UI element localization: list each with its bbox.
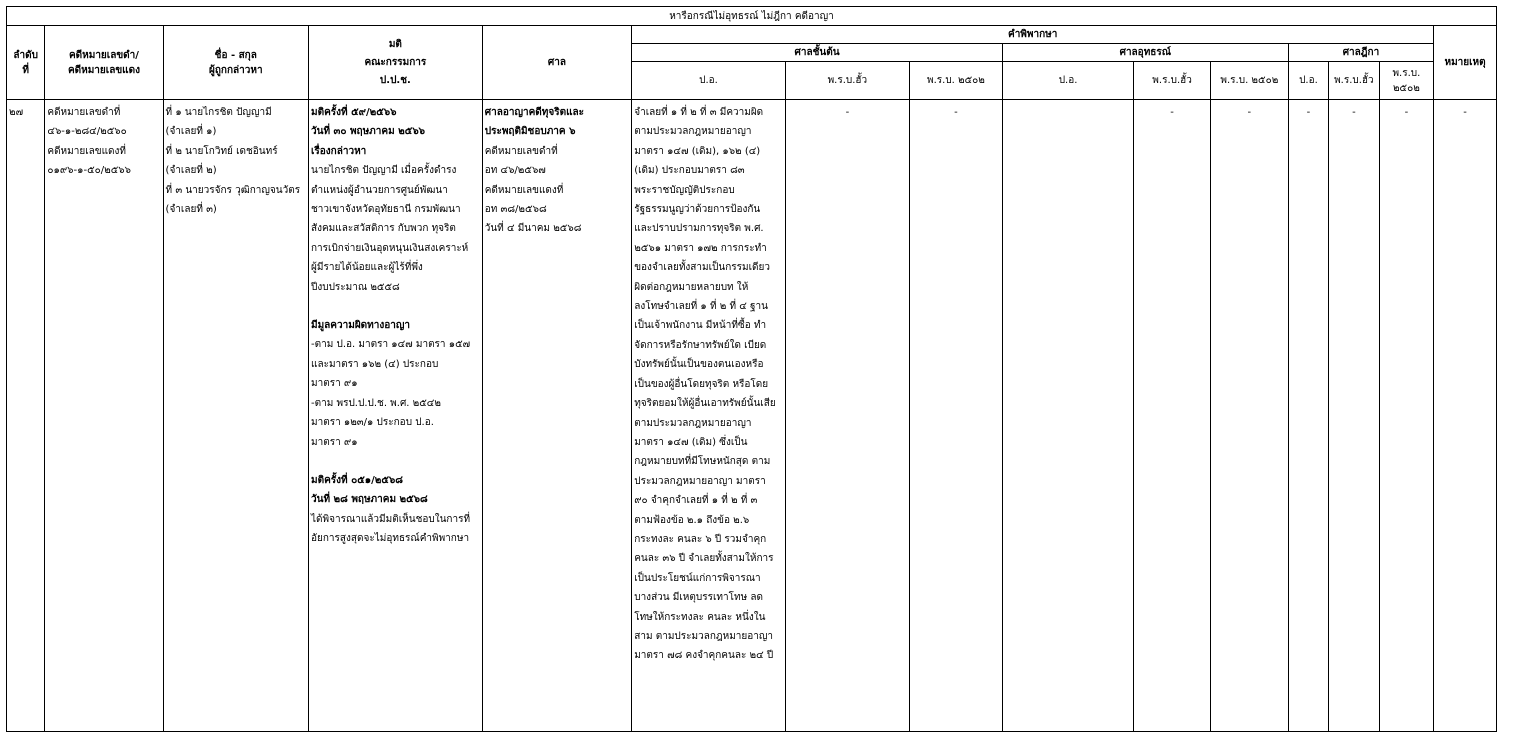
judgment-line: พระราชบัญญัติประกอบ	[634, 184, 735, 196]
header-appeal-hua: พ.ร.บ.ฮั้ว	[1134, 62, 1211, 100]
judgment-line: และปราบปรามการทุจริต พ.ศ.	[634, 223, 764, 235]
header-no: ลำดับ ที่	[7, 26, 45, 100]
judgment-line: จำเลยที่ ๑ ที่ ๒ ที่ ๓ มีความผิด	[634, 107, 764, 118]
resolution-line: -ตาม ป.อ. มาตรา ๑๔๗ มาตรา ๑๕๗	[311, 339, 471, 351]
court-line: คดีหมายเลขดำที่	[484, 145, 558, 157]
row-name	[163, 100, 308, 732]
judgment-line: มาตรา ๑๔๗ (เดิม) ซึ่งเป็น	[634, 436, 748, 448]
judgment-line: (เดิม) ประกอบมาตรา ๘๓	[634, 165, 745, 177]
judgment-line: ตามฟ้องข้อ ๒.๑ ถึงข้อ ๒.๖	[634, 514, 750, 526]
header-supreme-po: ป.อ.	[1288, 62, 1328, 100]
judgment-line: บางส่วน มีเหตุบรรเทาโทษ ลด	[634, 592, 763, 604]
resolution-line: มติครั้งที่ ๐๕๑/๒๕๖๘	[311, 474, 403, 486]
judgment-line: ของจำเลยทั้งสามเป็นกรรมเดียว	[634, 262, 770, 274]
header-first-hua: พ.ร.บ.ฮั้ว	[785, 62, 909, 100]
name-line: ที่ ๓ นายวรจักร วุฒิกาญจนวัตร	[165, 184, 301, 196]
resolution-line: ชาวเขาจังหวัดอุทัยธานี กรมพัฒนา	[311, 204, 461, 216]
header-supreme-court: ศาลฎีกา	[1288, 44, 1433, 62]
judgment-line: ลงโทษจำเลยที่ ๑ ที่ ๒ ที่ ๔ ฐาน	[634, 301, 768, 313]
row-case	[45, 100, 163, 732]
resolution-line: และมาตรา ๑๖๒ (๔) ประกอบ	[311, 358, 439, 370]
resolution-line: อัยการสูงสุดจะไม่อุทธรณ์คำพิพากษา	[311, 533, 470, 545]
judgment-line: ๒๕๖๑ มาตรา ๑๗๒ การกระทำ	[634, 242, 767, 254]
resolution-line: มาตรา ๙๑	[311, 436, 358, 448]
resolution-line: มีมูลความผิดทางอาญา	[311, 320, 411, 332]
case-line: ๐๑๙๖-๑-๕๐/๒๕๖๖	[47, 165, 131, 177]
judgment-line: ผิดต่อกฎหมายหลายบท ให้	[634, 281, 749, 293]
header-first-po: ป.อ.	[632, 62, 786, 100]
judgment-line: ตามประมวลกฎหมายอาญา	[634, 417, 752, 429]
judgment-line: รัฐธรรมนูญว่าด้วยการป้องกัน	[634, 204, 761, 216]
header-resolution: มติ คณะกรรมการ ป.ป.ช.	[309, 26, 483, 100]
resolution-line: ตำแหน่งผู้อำนวยการศูนย์พัฒนา	[311, 184, 448, 196]
name-line: (จำเลยที่ ๑)	[165, 126, 217, 138]
resolution-line	[311, 297, 480, 316]
name-line: ที่ ๑ นายไกรชิต ปัญญามี	[165, 107, 272, 118]
resolution-line: เรื่องกล่าวหา	[311, 145, 367, 157]
header-case: คดีหมายเลขดำ/ คดีหมายเลขแดง	[45, 26, 163, 100]
row-court	[482, 100, 631, 732]
judgment-line: ๙๐ จำคุกจำเลยที่ ๑ ที่ ๒ ที่ ๓	[634, 495, 758, 507]
row-first-2502	[1002, 100, 1133, 732]
header-appeal-court: ศาลอุทธรณ์	[1002, 44, 1288, 62]
court-line: ศาลอาญาคดีทุจริตและ	[484, 107, 585, 118]
judgment-line: ประมวลกฎหมายอาญา มาตรา	[634, 475, 766, 487]
name-line: (จำเลยที่ ๓)	[165, 204, 217, 216]
judgment-line: จัดการหรือรักษาทรัพย์ใด เบียด	[634, 339, 767, 351]
page-title: หารือกรณีไม่อุทธรณ์ ไม่ฎีกา คดีอาญา	[7, 7, 1497, 26]
case-line: คดีหมายเลขแดงที่	[47, 145, 127, 157]
resolution-line: ได้พิจารณาแล้วมีมติเห็นชอบในการที่	[311, 513, 471, 525]
header-appeal-2502: พ.ร.บ. ๒๕๐๒	[1210, 62, 1288, 100]
header-supreme-hua: พ.ร.บ.ฮั้ว	[1329, 62, 1380, 100]
resolution-line: การเบิกจ่ายเงินอุดหนุนเงินสงเคราะห์	[311, 242, 469, 254]
header-appeal-po: ป.อ.	[1002, 62, 1133, 100]
judgment-line: เป็นเจ้าพนักงาน มีหน้าที่ซื้อ ทำ	[634, 320, 767, 332]
case-line: คดีหมายเลขดำที่	[47, 107, 121, 118]
header-first-2502: พ.ร.บ. ๒๕๐๒	[909, 62, 1002, 100]
judgment-line: กระทงละ คนละ ๖ ปี รวมจำคุก	[634, 533, 767, 545]
row-first-po: -	[785, 100, 909, 732]
case-line: ๔๖-๑-๒๘๔/๒๕๖๐	[47, 126, 127, 138]
judgment-line: มาตรา ๗๘ คงจำคุกคนละ ๒๔ ปี	[634, 650, 774, 662]
resolution-line: ปีงบประมาณ ๒๕๕๘	[311, 281, 400, 293]
resolution-line: สังคมและสวัสดิการ กับพวก ทุจริต	[311, 223, 456, 235]
resolution-line: วันที่ ๒๘ พฤษภาคม ๒๕๖๘	[311, 494, 428, 506]
resolution-line: วันที่ ๓๐ พฤษภาคม ๒๕๖๖	[311, 126, 426, 138]
resolution-line: มาตรา ๙๑	[311, 378, 358, 390]
judgment-table	[6, 6, 1497, 732]
row-supreme-po: -	[1329, 100, 1380, 732]
resolution-line: นายไกรชิต ปัญญามี เมื่อครั้งดำรง	[311, 165, 457, 177]
resolution-line: -ตาม พรป.ป.ป.ช. พ.ศ. ๒๕๔๒	[311, 397, 441, 409]
header-supreme-2502: พ.ร.บ. ๒๕๐๒	[1379, 62, 1434, 100]
row-judgment	[632, 100, 786, 732]
row-resolution	[309, 100, 483, 732]
header-name: ชื่อ - สกุล ผู้ถูกกล่าวหา	[163, 26, 308, 100]
table-row	[7, 100, 1497, 732]
judgment-line: บังทรัพย์นั้นเป็นของตนเองหรือ	[634, 359, 764, 371]
court-line: อท ๓๘/๒๕๖๘	[484, 204, 547, 216]
court-line: ประพฤติมิชอบภาค ๖	[484, 126, 576, 138]
row-no: ๒๗	[7, 100, 45, 732]
judgment-line: กฎหมายบทที่มีโทษหนักสุด ตาม	[634, 456, 771, 468]
resolution-line	[311, 452, 480, 471]
header-first-court: ศาลชั้นต้น	[632, 44, 1003, 62]
row-appeal-2502: -	[1288, 100, 1328, 732]
header-court: ศาล	[482, 26, 631, 100]
judgment-line: เป็นประโยชน์แก่การพิจารณา	[634, 572, 761, 584]
judgment-line: ทุจริตยอมให้ผู้อื่นเอาทรัพย์นั้นเสีย	[634, 398, 776, 410]
court-line: อท ๔๖/๒๕๖๗	[484, 165, 546, 177]
row-supreme-2502: -	[1434, 100, 1497, 732]
court-line: คดีหมายเลขแดงที่	[484, 184, 564, 196]
court-line: วันที่ ๔ มีนาคม ๒๕๖๘	[484, 223, 582, 235]
judgment-line: ตามประมวลกฎหมายอาญา	[634, 126, 752, 138]
name-line: (จำเลยที่ ๒)	[165, 165, 217, 177]
resolution-line: ผู้มีรายได้น้อยและผู้ไร้ที่พึ่ง	[311, 262, 423, 274]
judgment-line: เป็นของผู้อื่นโดยทุจริต หรือโดย	[634, 378, 769, 390]
resolution-line: มติครั้งที่ ๕๙/๒๕๖๖	[311, 107, 397, 118]
judgment-line: คนละ ๓๖ ปี จำเลยทั้งสามให้การ	[634, 553, 774, 565]
resolution-line: มาตรา ๑๒๓/๑ ประกอบ ป.อ.	[311, 417, 434, 429]
row-supreme-hua: -	[1379, 100, 1434, 732]
row-appeal-hua: -	[1210, 100, 1288, 732]
header-judgment: คำพิพากษา	[632, 26, 1434, 44]
row-appeal-po: -	[1134, 100, 1211, 732]
row-first-hua: -	[909, 100, 1002, 732]
judgment-line: มาตรา ๑๔๗ (เดิม), ๑๖๒ (๔)	[634, 145, 761, 157]
judgment-line: สาม ตามประมวลกฎหมายอาญา	[634, 630, 774, 642]
name-line: ที่ ๒ นายโกวิทย์ เดชอินทร์	[165, 145, 278, 157]
judgment-line: โทษให้กระทงละ คนละ หนึ่งใน	[634, 611, 766, 623]
header-remark: หมายเหตุ	[1434, 26, 1497, 100]
